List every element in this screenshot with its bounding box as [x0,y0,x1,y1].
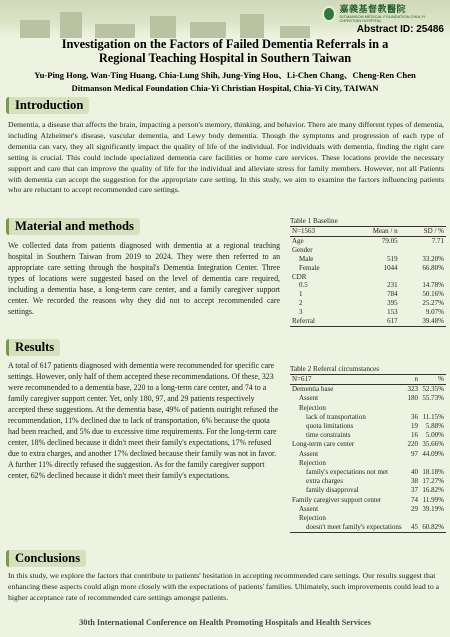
table-header-cell: N=1563 [292,227,316,235]
table-cell [400,246,446,255]
table-cell: 45 [411,523,419,532]
table-cell: 66.80% [422,263,444,272]
table-cell: family's expectations not met [306,468,388,477]
table-cell: 55.73% [422,394,444,403]
table-cell: Female [299,263,320,272]
table-cell [405,459,420,468]
table-cell [405,514,420,523]
table-cell: 37 [411,486,419,495]
title-line-2: Regional Teaching Hospital in Southern Taiwan [98,51,352,65]
table-cell: 29 [411,504,419,513]
table-cell: 36 [411,412,419,421]
table-header-row [290,227,446,237]
conclusions-heading: Conclusions [6,550,86,567]
results-text: A total of 617 patients diagnosed with dementia were recommended for specific care settings. However, only half of them accepted these recommendations. Of these, 323 were recommended to a dementia base, 220 to a long-term care center, and 74 to a family caregiver support center. Yet, only 180, 97, and 29 patients respectively accepted these suggestions. At the dementia base, 49% of patients outright refused the recommendation, 11% declined due to lack of transportation, 6% because the quota had been reached, and 5% due to excessive time requirements. For the long-term care center, 18% declined because it didn't meet their family's expectations, 17% refused due to extra charges, and another 17% declined because their family was not in favor. A further 11% directly refused the suggestion. As for the family caregiver support center, 62% declined because it didn't meet their family's expectations. [8,361,279,480]
table-cell: Assent [299,394,319,403]
table-cell: Assent [299,504,319,513]
table-2 [290,374,446,533]
table-cell: CDR [292,272,307,281]
table-row [290,514,446,523]
table-cell: Gender [292,245,313,254]
table-cell: Age [292,236,304,245]
table-header-cell: n [414,375,419,383]
abstract-id: Abstract ID: 25486 [356,24,444,35]
table-cell: 1 [299,290,303,299]
table-1 [290,226,446,327]
table-cell: 60.82% [422,523,444,532]
table-row [290,450,446,459]
table-row [290,505,446,514]
table-cell: 38 [411,477,419,486]
table-cell: 180 [407,394,419,403]
table-cell: Dementia base [292,385,334,394]
table-cell: family disapproval [306,486,359,495]
table-cell: 17.27% [422,477,444,486]
poster-title [0,37,450,65]
table-cell [420,514,446,523]
table-cell: 3 [299,308,303,317]
table-row [290,308,446,317]
table-cell: extra charges [306,477,343,486]
table-cell [420,459,446,468]
table-cell: doesn't meet family's expectations [306,523,402,532]
table-row [290,299,446,308]
logo-chinese-name: 嘉義基督教醫院 [339,4,407,15]
table-cell: 9.07% [425,308,444,317]
table-cell [405,404,420,413]
table-row [290,459,446,468]
table-row [290,255,446,264]
table-cell: 14.78% [422,281,444,290]
table-row [290,477,446,486]
table-cell: Rejection [299,458,326,467]
table-row [290,290,446,299]
table-row [290,394,446,403]
table-row [290,246,446,255]
table-1-caption: Table 1 Baseline [290,217,338,225]
title-line-1: Investigation on the Factors of Failed Dementia Referrals in a [61,37,389,51]
table-cell: 25.27% [422,299,444,308]
table-cell: 79.05 [381,236,398,245]
introduction-heading: Introduction [6,97,89,114]
table-cell: 16.82% [422,486,444,495]
table-cell: 52.35% [422,385,444,394]
table-cell: 153 [387,308,398,317]
table-cell: Male [299,254,314,263]
conclusions-text: In this study, we explore the factors that contribute to patients' hesitation in accepting recommended care settings. Our results suggest that enhancing these aspects could align more closely with the expectations of patients' families. Ultimately, such improvements could lead to a higher acceptance rate of recommended care settings amongst patients. [8,571,440,602]
table-row [290,431,446,440]
table-cell: Family caregiver support center [292,495,382,504]
author-block [0,69,450,94]
table-cell: 40 [411,468,419,477]
table-row [290,523,446,533]
table-cell: 44.09% [422,449,444,458]
table-header-row [290,375,446,385]
table-cell: 220 [407,440,419,449]
table-cell [420,404,446,413]
table-1-baseline [290,217,446,327]
table-cell: time constraints [306,431,351,440]
table-row [290,468,446,477]
affiliation: Ditmanson Medical Foundation Chia-Yi Christian Hospital, Chia-Yi City, TAIWAN [71,82,379,93]
table-cell: 50.16% [422,290,444,299]
table-cell: 39.48% [422,317,444,326]
table-cell: Assent [299,449,319,458]
table-row [290,236,446,245]
table-header-cell: SD / % [423,227,444,235]
table-cell: 35.66% [422,440,444,449]
table-cell: 16 [411,431,419,440]
table-row [290,385,446,395]
methods-text: We collected data from patients diagnosed with dementia at a regional teaching hospital in Southern Taiwan from 2019 to 2024. They were then referred to an appropriate care setting through the hospital's Dementia Integration Center. Three types of locations were suggested based on the level of dementia care required, including a dementia base, a long-term care center, and a family caregiver support center. We recorded the reasons why they did not to accept recommended care settings. [8,241,280,316]
table-cell: Referral [292,317,315,326]
hospital-emblem-icon [322,6,336,22]
table-header-cell: N=617 [292,375,312,383]
table-header-cell: Mean / n [372,227,398,235]
introduction-text: Dementia, a disease that affects the brain, impacting a person's memory, thinking, and behavior. There are many different types of dementia, including Alzheimer's disease, vascular dementia, and Lewy body dementia. Though the symptoms and progression of each type of dementia can vary, they all significantly impact the quality of life of the individual. For individuals with dementia, finding the right care setting is crucial. This could include specialized dementia care facilities or home care services. These locations provide the necessary support and care that can improve the quality of life for the individual and alleviate stress for family members. However, not all Patients with dementia can accept the suggestion for the appropriate care setting. In this study, we aim to examine the factors influencing patients who are reluctant to accept recommended care settings. [8,120,444,195]
table-cell: 7.71 [431,236,444,245]
table-2-caption: Table 2 Referral circumstances [290,365,380,373]
hospital-logo [322,3,442,25]
table-row [290,404,446,413]
conference-footer: 30th International Conference on Health Promoting Hospitals and Health Services [79,618,371,627]
table-cell: 784 [387,290,398,299]
table-cell: 33.20% [422,254,444,263]
table-cell: 519 [387,254,398,263]
table-cell: 2 [299,299,303,308]
table-cell: 0.5 [299,281,308,290]
authors: Yu-Ping Hong, Wan-Ting Huang, Chia-Lung Shih, Jung-Ying Hou、Li-Chen Chang、Cheng-Ren Chen [34,70,416,80]
table-header-cell: % [438,375,444,383]
table-cell: 18.18% [422,468,444,477]
table-row [290,496,446,505]
table-cell: quota limitations [306,422,354,431]
table-2-referral [290,365,446,533]
table-cell: 231 [387,281,398,290]
methods-heading: Material and methods [6,218,140,235]
table-cell: Rejection [299,403,326,412]
table-cell: 39.19% [422,504,444,513]
table-cell: 97 [411,449,419,458]
table-cell: 617 [387,317,398,326]
table-row [290,264,446,273]
results-heading: Results [6,339,60,356]
table-cell: 5.00% [425,431,444,440]
table-row [290,486,446,495]
table-row [290,281,446,290]
table-cell: 395 [387,299,398,308]
table-cell [400,273,446,282]
table-cell: 5.88% [425,422,444,431]
table-cell: Rejection [299,514,326,523]
table-cell: 74 [411,495,419,504]
table-row [290,317,446,326]
table-cell: 19 [411,422,419,431]
table-cell: 323 [407,385,419,394]
table-row [290,440,446,449]
table-cell: 11.15% [422,412,444,421]
table-cell: lack of transportation [306,412,366,421]
table-cell: 11.99% [422,495,444,504]
table-cell: Long-term care center [292,440,355,449]
table-row [290,422,446,431]
table-row [290,413,446,422]
table-row [290,273,446,282]
table-cell [347,246,399,255]
logo-english-name: DITMANSON MEDICAL FOUNDATION CHIA-YI CHRISTIAN HOSPITAL [339,13,426,23]
table-cell: 1044 [383,263,398,272]
table-cell [347,273,399,282]
